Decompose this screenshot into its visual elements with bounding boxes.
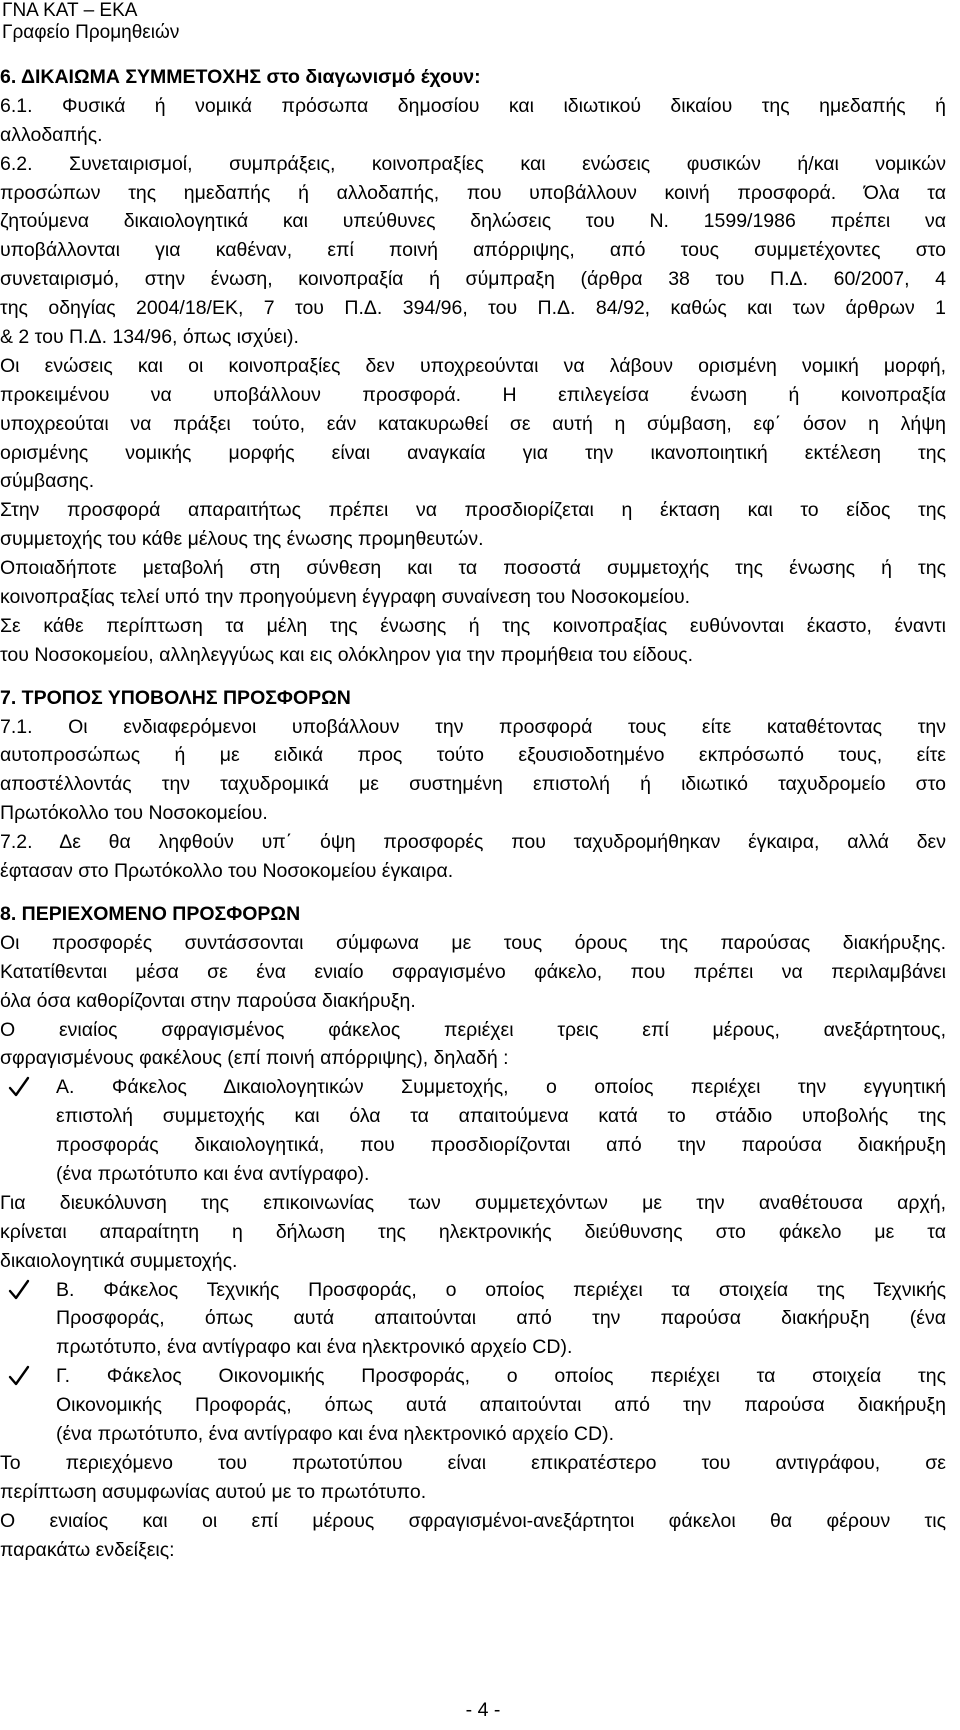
envelope-a-text: Α. Φάκελος Δικαιολογητικών Συμμετοχής, ο οποίος περιέχει την εγγυητική	[56, 1076, 946, 1099]
paragraph-line: συμμετοχής του κάθε μέλους της ένωσης προμηθευτών.	[0, 528, 484, 551]
paragraph-line: περίπτωση ασυμφωνίας αυτού με το πρωτότυπο.	[0, 1480, 427, 1503]
paragraph-line: του Νοσοκομείου, αλληλεγγύως και εις ολόκληρον για την προμήθεια του είδους.	[0, 643, 694, 666]
paragraph-line: Το περιεχόμενο του πρωτοτύπου είναι επικρατέστερο του αντιγράφου, σε	[0, 1451, 946, 1474]
checkmark-icon	[8, 1276, 30, 1304]
envelope-b-text: Β. Φάκελος Τεχνικής Προσφοράς, ο οποίος περιέχει τα στοιχεία της Τεχνικής	[56, 1278, 946, 1301]
paragraph-line: Οι ενώσεις και οι κοινοπραξίες δεν υποχρεούνται να λάβουν ορισμένη νομική μορφή,	[0, 354, 946, 377]
paragraph-line: παρακάτω ενδείξεις:	[0, 1538, 175, 1561]
paragraph-line: Ο ενιαίος και οι επί μέρους σφραγισμένοι-ανεξάρτητοι φάκελοι θα φέρουν τις	[0, 1509, 946, 1532]
page-number: - 4 -	[465, 1699, 501, 1721]
paragraph-line: ζητούμενα δικαιολογητικά και υπεύθυνες δηλώσεις του Ν. 1599/1986 πρέπει να	[0, 210, 946, 233]
paragraph-line: 7.1. Οι ενδιαφερόμενοι υποβάλλουν την προσφορά τους είτε καταθέτοντας την	[0, 715, 946, 738]
paragraph-line: Για διευκόλυνση της επικοινωνίας των συμμετεχόντων με την αναθέτουσα αρχή,	[0, 1191, 946, 1214]
paragraph-line: Σε κάθε περίπτωση τα μέλη της ένωσης ή της κοινοπραξίας ευθύνονται έκαστο, έναντι	[0, 614, 946, 637]
paragraph-line: έφτασαν στο Πρωτόκολλο του Νοσοκομείου έγκαιρα.	[0, 860, 454, 883]
paragraph-line: προσφοράς δικαιολογητικά, που προσδιορίζονται από την παρούσα διακήρυξη	[56, 1134, 946, 1157]
paragraph-line: Οι προσφορές συντάσσονται σύμφωνα με τους όρους της παρούσας διακήρυξης.	[0, 931, 946, 954]
envelope-b-item	[0, 1276, 946, 1305]
envelope-c-text: Γ. Φάκελος Οικονομικής Προσφοράς, ο οποίος περιέχει τα στοιχεία της	[56, 1365, 946, 1388]
paragraph-line: & 2 του Π.Δ. 134/96, όπως ισχύει).	[0, 326, 299, 349]
paragraph-line: 7.2. Δε θα ληφθούν υπ΄ όψη προσφορές που ταχυδρομήθηκαν έγκαιρα, αλλά δεν	[0, 831, 946, 854]
paragraph-line: συνεταιρισμό, στην ένωση, κοινοπραξία ή σύμπραξη (άρθρα 38 του Π.Δ. 60/2007, 4	[0, 268, 946, 291]
header-department: Γραφείο Προμηθειών	[2, 22, 180, 43]
section-spacer	[0, 886, 946, 900]
paragraph-line: (ένα πρωτότυπο, ένα αντίγραφο και ένα ηλεκτρονικό αρχείο CD).	[56, 1422, 615, 1445]
paragraph-line: Προσφοράς, όπως αυτά απαιτούνται από την παρούσα διακήρυξη (ένα	[56, 1307, 946, 1330]
paragraph-line: 6.1. Φυσικά ή νομικά πρόσωπα δημοσίου και ιδιωτικού δικαίου της ημεδαπής ή	[0, 94, 946, 117]
paragraph-line: Ο ενιαίος σφραγισμένος φάκελος περιέχει τρεις επί μέρους, ανεξάρτητους,	[0, 1018, 946, 1041]
paragraph-line: αλλοδαπής.	[0, 123, 103, 146]
paragraph-line: κοινοπραξίας τελεί υπό την προηγούμενη έγγραφη συναίνεση του Νοσοκομείου.	[0, 586, 691, 609]
paragraph-line: Κατατίθενται μέσα σε ένα ενιαίο σφραγισμένο φάκελο, που πρέπει να περιλαμβάνει	[0, 960, 946, 983]
paragraph-line: υποβάλλονται για καθέναν, επί ποινή απόρριψης, από τους συμμετέχοντες στο	[0, 239, 946, 262]
paragraph-line: Οποιαδήποτε μεταβολή στη σύνθεση και τα ποσοστά συμμετοχής της ένωσης ή της	[0, 557, 946, 580]
paragraph-line: της οδηγίας 2004/18/ΕΚ, 7 του Π.Δ. 394/96, του Π.Δ. 84/92, καθώς και των άρθρων 1	[0, 297, 946, 320]
paragraph-line: 6.2. Συνεταιρισμοί, συμπράξεις, κοινοπραξίες και ενώσεις φυσικών ή/και νομικών	[0, 152, 946, 175]
paragraph-line: πρωτότυπο, ένα αντίγραφο και ένα ηλεκτρονικό αρχείο CD).	[56, 1336, 573, 1359]
paragraph-line: Στην προσφορά απαραιτήτως πρέπει να προσδιορίζεται η έκταση και το είδος της	[0, 499, 946, 522]
paragraph-line: (ένα πρωτότυπο και ένα αντίγραφο).	[56, 1162, 370, 1185]
envelope-a-item	[0, 1073, 946, 1102]
checkmark-icon	[8, 1362, 30, 1390]
paragraph-line: σύμβασης.	[0, 470, 95, 493]
section-7-title: 7. ΤΡΟΠΟΣ ΥΠΟΒΟΛΗΣ ΠΡΟΣΦΟΡΩΝ	[0, 686, 351, 709]
paragraph-line: σφραγισμένους φακέλους (επί ποινή απόρριψης), δηλαδή :	[0, 1047, 509, 1070]
paragraph-line: δικαιολογητικά συμμετοχής.	[0, 1249, 238, 1272]
checkmark-icon	[8, 1073, 30, 1101]
section-spacer	[0, 670, 946, 684]
paragraph-line: προσώπων της ημεδαπής ή αλλοδαπής, που υποβάλλουν κοινή προσφορά. Όλα τα	[0, 181, 946, 204]
paragraph-line: κρίνεται απαραίτητη η δήλωση της ηλεκτρονικής διεύθυνσης στο φάκελο με τα	[0, 1220, 946, 1243]
page-footer	[0, 1697, 960, 1723]
paragraph-line: προκειμένου να υποβάλλουν προσφορά. Η επιλεγείσα ένωση ή κοινοπραξία	[0, 383, 946, 406]
paragraph-line: επιστολή συμμετοχής και όλα τα απαιτούμενα κατά το στάδιο υποβολής της	[56, 1105, 946, 1128]
paragraph-line: ορισμένης νομικής μορφής είναι αναγκαία για την ικανοποιητική εκτέλεση της	[0, 441, 946, 464]
paragraph-line: αυτοπροσώπως ή με ειδικά προς τούτο εξουσιοδοτημένο εκπρόσωπό τους, είτε	[0, 744, 946, 767]
header-organization: ΓΝΑ ΚΑΤ – ΕΚΑ	[2, 0, 138, 21]
section-8-title: 8. ΠΕΡΙΕΧΟΜΕΝΟ ΠΡΟΣΦΟΡΩΝ	[0, 902, 301, 925]
paragraph-line: Οικονομικής Προφοράς, όπως αυτά απαιτούνται από την παρούσα διακήρυξη	[56, 1394, 946, 1417]
document-body	[0, 63, 946, 1564]
paragraph-line: αποστέλλοντάς την ταχυδρομικά με συστημένη επιστολή ή ιδιωτικό ταχυδρομείο στο	[0, 773, 946, 796]
paragraph-line: υποχρεούται να πράξει τούτο, εάν κατακυρωθεί σε αυτή η σύμβαση, εφ΄ όσον η λήψη	[0, 412, 946, 435]
envelope-c-item	[0, 1362, 946, 1391]
document-header	[2, 0, 179, 44]
paragraph-line: όλα όσα καθορίζονται στην παρούσα διακήρυξη.	[0, 989, 416, 1012]
paragraph-line: Πρωτόκολλο του Νοσοκομείου.	[0, 802, 268, 825]
section-6-title: 6. ΔΙΚΑΙΩΜΑ ΣΥΜΜΕΤΟΧΗΣ στο διαγωνισμό έχουν:	[0, 66, 481, 88]
